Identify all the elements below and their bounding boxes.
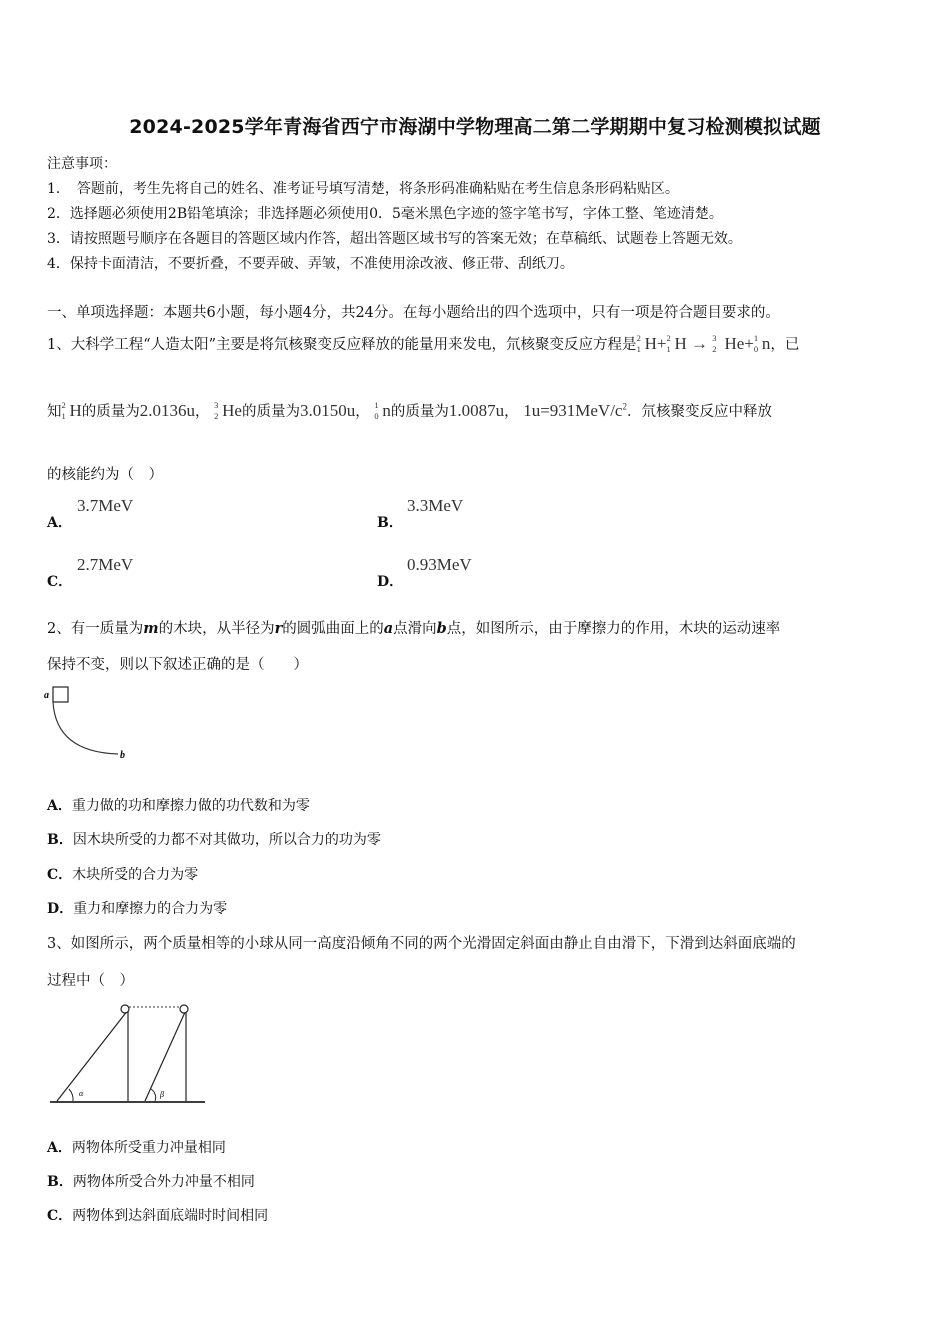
option-3c[interactable]: C．两物体到达斜面底端时时间相同 <box>47 1208 269 1224</box>
question-2-line-2: 保持不变，则以下叙述正确的是（ ） <box>47 657 308 673</box>
angle-alpha-arc <box>69 1089 73 1101</box>
question-3-line-1: 3、如图所示，两个质量相等的小球从同一高度沿倾角不同的两个光滑固定斜面由静止自由滑下，下滑到达斜面底端的 <box>47 936 796 952</box>
option-3b[interactable]: B．两物体所受合外力冲量不相同 <box>47 1174 255 1190</box>
inclines-figure <box>45 998 210 1110</box>
notice-heading: 注意事项： <box>47 156 117 172</box>
angle-beta-arc <box>151 1089 156 1101</box>
question-1-line-3: 的核能约为（ ） <box>47 467 163 483</box>
incline-1 <box>57 1010 128 1101</box>
question-1-stem: 1、大科学工程“人造太阳”主要是将氘核聚变反应释放的能量用来发电，氘核聚变反应方程是 <box>47 337 637 353</box>
question-1-line-1: 1、大科学工程“人造太阳”主要是将氘核聚变反应释放的能量用来发电，氘核聚变反应方程是 2 1 H+ 2 1 H → 3 2 He+ 1 0 n，已 <box>47 333 800 355</box>
helium-symbol: 3 2 He <box>214 400 242 422</box>
incline-2 <box>145 1010 186 1101</box>
label-b: b <box>120 750 125 761</box>
question-3-line-2: 过程中（ ） <box>47 973 134 989</box>
neutron-symbol: 1 0 n <box>374 400 391 422</box>
label-alpha: α <box>79 1089 84 1098</box>
option-3a[interactable]: A．两物体所受重力冲量相同 <box>47 1140 226 1156</box>
ball-2 <box>180 1005 188 1013</box>
notice-item: 3．请按照题号顺序在各题目的答题区域内作答，超出答题区域书写的答案无效；在草稿纸、试题卷上答题无效。 <box>47 231 742 247</box>
mass-helium: 3.0150u <box>299 401 356 420</box>
fusion-equation: 2 1 H+ 2 1 H → 3 2 He+ 1 0 n <box>636 333 771 355</box>
notice-item: 4．保持卡面清洁，不要折叠，不要弄破、弄皱，不准使用涂改液、修正带、刮纸刀。 <box>47 256 574 272</box>
mass-deuterium: 2.0136u <box>139 401 196 420</box>
label-a: a <box>44 690 49 701</box>
option-2c[interactable]: C．木块所受的合力为零 <box>47 867 199 883</box>
question-1-line-2: 知 2 1 H的质量为2.0136u， 3 2 He的质量为3.0150u， 1 0 n的质量为1.0087u， $1u=931MeV/c^2$．氘核聚变反应中释放 <box>47 400 772 422</box>
label-beta: β <box>160 1090 164 1099</box>
section-heading: 一、单项选择题：本题共6小题，每小题4分，共24分。在每小题给出的四个选项中，只有一项是符合题目要求的。 <box>47 305 780 321</box>
block <box>53 687 68 702</box>
question-2-line-1: 2、有一质量为m的木块，从半径为r的圆弧曲面上的a点滑向b点，如图所示，由于摩擦力的作用，木块的运动速率 <box>47 620 781 637</box>
page-title: 2024-2025学年青海省西宁市海湖中学物理高二第二学期期中复习检测模拟试题 <box>129 116 821 138</box>
ball-1 <box>121 1005 129 1013</box>
mass-neutron: 1.0087u <box>448 401 505 420</box>
option-2a[interactable]: A．重力做的功和摩擦力做的功代数和为零 <box>47 798 310 814</box>
arc-figure <box>40 682 140 762</box>
option-2d[interactable]: D．重力和摩擦力的合力为零 <box>47 901 228 917</box>
arc-curve <box>53 702 118 754</box>
notice-item: 2．选择题必须使用2B铅笔填涂；非选择题必须使用0．5毫米黑色字迹的签字笔书写，字体工整、笔迹清楚。 <box>47 206 723 222</box>
mass-energy-conversion: $1u=931MeV/c^2$ <box>523 401 627 420</box>
deuterium-symbol: 2 1 H <box>61 400 82 422</box>
option-2b[interactable]: B．因木块所受的力都不对其做功，所以合力的功为零 <box>47 832 381 848</box>
notice-item: 1． 答题前，考生先将自己的姓名、准考证号填写清楚，将条形码准确粘贴在考生信息条形码粘贴区。 <box>47 181 679 197</box>
